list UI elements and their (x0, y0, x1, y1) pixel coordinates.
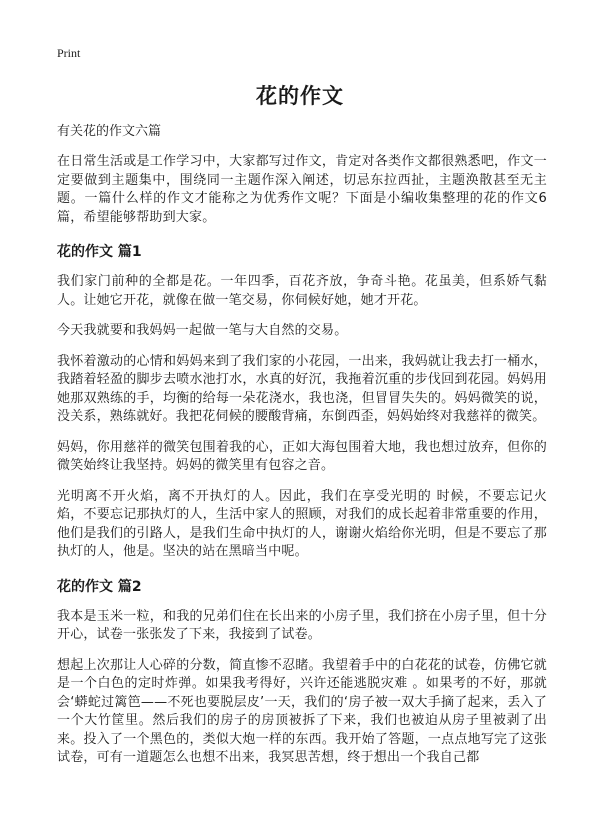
section-1-paragraph-1: 我们家门前种的全都是花。一年四季，百花齐放，争奇斗艳。花虽美，但系娇气黏人。让她它开花，就像在做一笔交易，你伺候好她，她才开花。 (57, 274, 547, 308)
section-1-paragraph-5: 光明离不开火焰，离不开执灯的人。因此，我们在享受光明的 时候，不要忘记火焰，不要忘记那执灯的人，生活中家人的照顾，对我们的成长起着非常重要的作用，他们是我们的引路人，是我们生命中执灯的人，谢谢火焰给你光明，但是不要忘了那执灯的人，他是。坚决的站在黑暗当中呢。 (57, 488, 547, 559)
section-1-paragraph-2: 今天我就要和我妈妈一起做一笔与大自然的交易。 (57, 323, 348, 338)
document-body (57, 123, 547, 780)
page-title: 花的作文 (256, 84, 344, 108)
section-heading-2: 花的作文 篇2 (57, 578, 142, 595)
section-1-paragraph-4: 妈妈，你用慈祥的微笑包围着我的心，正如大海包围着大地，我也想过放弃，但你的微笑始终让我坚持。妈妈的微笑里有包容之音。 (57, 439, 547, 473)
section-2-paragraph-1: 我本是玉米一粒，和我的兄弟们住在长出来的小房子里，我们挤在小房子里，但十分开心，试卷一张张发了下来，我接到了试卷。 (57, 608, 547, 642)
document-subtitle: 有关花的作文六篇 (57, 124, 162, 139)
intro-paragraph: 在日常生活或是工作学习中，大家都写过作文，肯定对各类作文都很熟悉吧，作文一定要做到主题集中，围绕同一主题作深入阐述，切忌东拉西扯，主题涣散甚至无主题。一篇什么样的作文才能称之为优秀作文呢？下面是小编收集整理的花的作文6篇，希望能够帮助到大家。 (57, 154, 547, 225)
print-link[interactable]: Print (57, 46, 81, 60)
section-1-paragraph-3: 我怀着激动的心情和妈妈来到了我们家的小花园，一出来，我妈就让我去打一桶水，我踏着轻盈的脚步去喷水池打水，水真的好沉，我拖着沉重的步伐回到花园。妈妈用她那双熟练的手，均衡的给每一朵花浇水，我也浇，但冒冒失失的。妈妈微笑的说，没关系，熟练就好。我把花伺候的腰酸背痛，东倒西歪，妈妈始终对我慈祥的微笑。 (57, 353, 547, 424)
section-heading-1: 花的作文 篇1 (57, 244, 142, 260)
section-2-paragraph-2: 想起上次那让人心碎的分数，简直惨不忍睹。我望着手中的白花花的试卷，仿佛它就是一个白色的定时炸弹。如果我考得好，兴许还能逃脱灾难 。如果考的不好，那就会‘蟒蛇过篱笆——不死也要脱层皮’一天，我们的‘房子被一双大手摘了起来，丢入了一个大竹筐里。然后我们的房子的房顶被拆了下来，我们也被迫从房子里被剥了出来。投入了一个黑色的，类似大炮一样的东西。我开始了答题，一点点地写完了这张试卷，可有一道题怎么也想不出来，我冥思苦想，终于想出一个我自己都 (57, 657, 547, 765)
